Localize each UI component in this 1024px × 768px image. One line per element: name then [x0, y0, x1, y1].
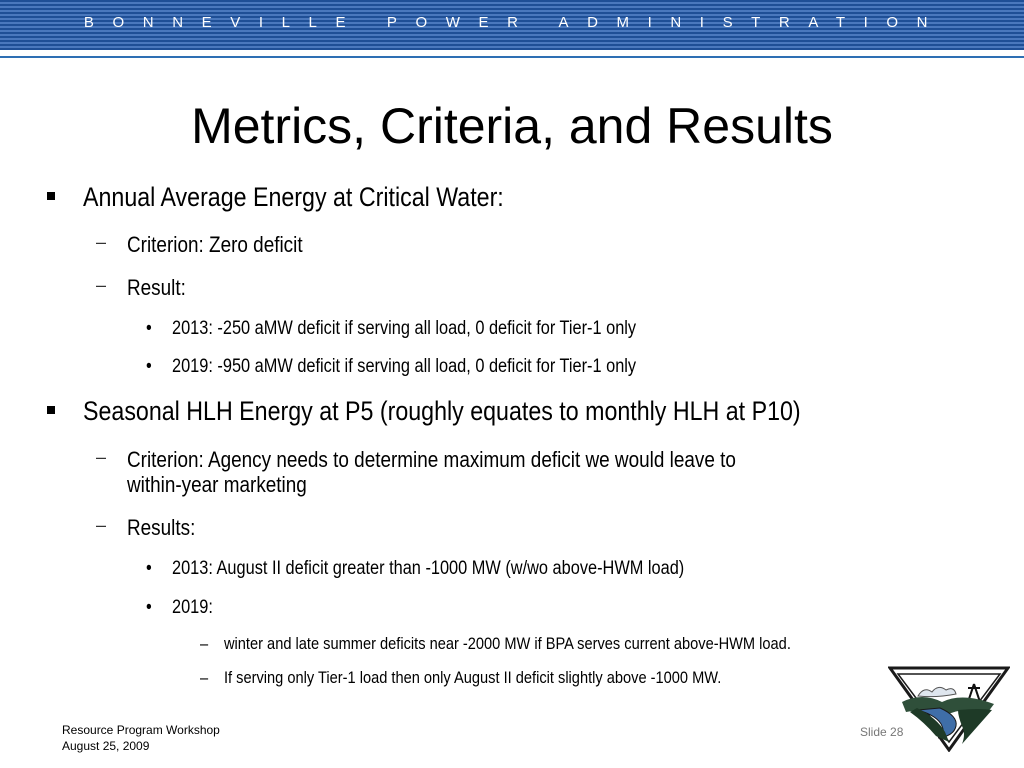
footer-event: Resource Program Workshop	[62, 723, 220, 737]
dash-marker: –	[96, 515, 107, 535]
result-2019: 2019: -950 aMW deficit if serving all load, 0 deficit for Tier-1 only	[172, 356, 637, 377]
dash-marker: –	[200, 634, 209, 653]
footer-date: August 25, 2009	[62, 739, 150, 753]
bullet-seasonal-hlh: Seasonal HLH Energy at P5 (roughly equates to monthly HLH at P10)	[83, 396, 801, 426]
dash-marker: –	[96, 447, 107, 467]
dot-marker: •	[146, 597, 152, 618]
square-bullet-icon	[47, 192, 55, 200]
header-divider	[0, 56, 1024, 58]
results-2019-tier1: If serving only Tier-1 load then only August II deficit slightly above -1000 MW.	[224, 668, 722, 687]
dash-marker: –	[96, 232, 107, 252]
criterion-agency-line2: within-year marketing	[127, 472, 307, 497]
results-2013: 2013: August II deficit greater than -1000 MW (w/wo above-HWM load)	[172, 558, 685, 579]
dot-marker: •	[146, 318, 152, 339]
criterion-agency-line1: Criterion: Agency needs to determine maximum deficit we would leave to	[127, 447, 736, 472]
dot-marker: •	[146, 558, 152, 579]
results-2019: 2019:	[172, 597, 213, 618]
result-label: Result:	[127, 275, 186, 300]
result-2013: 2013: -250 aMW deficit if serving all load, 0 deficit for Tier-1 only	[172, 318, 637, 339]
square-bullet-icon	[47, 406, 55, 414]
org-name: BONNEVILLE POWER ADMINISTRATION	[83, 14, 947, 31]
dot-marker: •	[146, 356, 152, 377]
criterion-zero-deficit: Criterion: Zero deficit	[127, 232, 303, 257]
results-2019-winter: winter and late summer deficits near -2000 MW if BPA serves current above-HWM load.	[224, 634, 791, 653]
header-banner	[0, 0, 1024, 50]
bpa-triangle-logo-icon	[888, 666, 1010, 757]
slide-title: Metrics, Criteria, and Results	[191, 98, 833, 154]
bullet-annual-energy: Annual Average Energy at Critical Water:	[83, 182, 504, 212]
results-label: Results:	[127, 515, 196, 540]
dash-marker: –	[200, 668, 209, 687]
slide-number: Slide 28	[860, 725, 904, 739]
dash-marker: –	[96, 275, 107, 295]
